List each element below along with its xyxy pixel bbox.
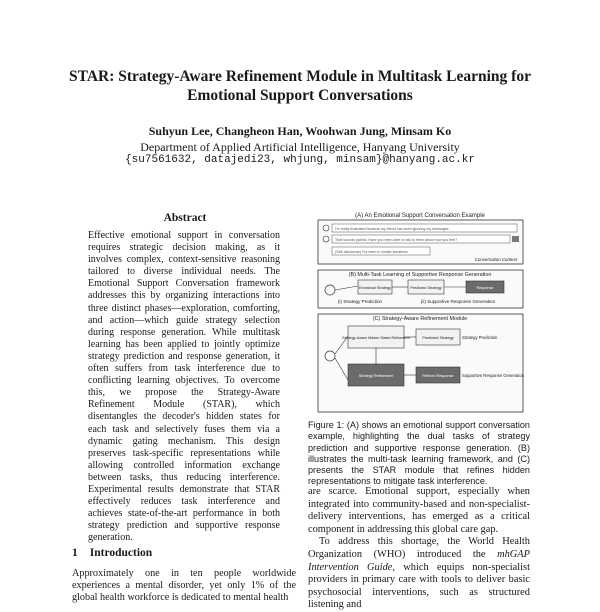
panel-a — [318, 213, 523, 264]
figure-caption: Figure 1: (A) shows an emotional support conversation example, highlighting the dual tasks of strategy prediction and supportive response generation. (B) illustrates the multi-task learning framework, and (C) presents the STAR module that refines hidden representations to mitigate task interference. — [308, 420, 530, 487]
paper-title — [40, 67, 560, 105]
title-line-2: Emotional Support Conversations — [187, 87, 413, 104]
panel-c-box3-text: Strategy Refinement — [358, 374, 394, 378]
affiliation: Department of Applied Artificial Intelligence, Hanyang University — [140, 140, 460, 154]
para2-text: To address this shortage, the World Health Organization (WHO) introduced the — [308, 536, 530, 560]
panel-b-box1-text: Emotional Strategy — [358, 286, 392, 290]
mhgap-guide-title: mhGAP Intervention Guide — [308, 548, 530, 573]
panel-b — [318, 270, 523, 308]
panel-c-box1-text: Strategy-Aware Hidden States Refinement — [342, 336, 410, 340]
figure-1 — [308, 208, 530, 418]
abstract-heading: Abstract — [163, 212, 207, 224]
para2-text-end: , which equips non-specialist providers in primary care with tools to deliver basic psychosocial interventions, such as structured listening and — [308, 561, 530, 611]
introduction-text: Approximately one in ten people worldwide experiences a mental disorder, yet only 1% of the global health workforce is dedicated to mental health — [72, 568, 296, 604]
robot-icon — [512, 236, 519, 242]
dialogue-turn-text: I'm really frustrated because my friend has been ignoring my messages — [335, 227, 449, 231]
right-paragraph-1: are scarce. Emotional support, especially when integrated into community-based and non-specialist-delivery interventions, has emerged as a critical component in addressing this global care gap. — [308, 486, 530, 535]
panel-c-title: (C) Strategy-Aware Refinement Module — [372, 316, 468, 322]
panel-b-title: (B) Multi-Task Learning of Supportive Response Generation — [348, 272, 492, 278]
panel-b-label1: (i) Strategy Prediction — [337, 299, 383, 304]
panel-c-box2-text: Predicted Strategy — [422, 336, 454, 340]
right-paragraph-2 — [308, 536, 530, 612]
panel-b-box3-text: Response — [476, 286, 494, 290]
abstract-body — [88, 230, 280, 544]
panel-a-footer: Conversation Context — [474, 257, 517, 262]
panel-b-label2: (ii) Supportive Response Generation — [420, 299, 496, 304]
section-heading-introduction — [72, 547, 164, 559]
section-title: Introduction — [89, 547, 153, 559]
panel-c-box4-text: Refined Response — [422, 374, 454, 378]
panel-a-title: (A) An Emotional Support Conversation Example — [355, 213, 485, 219]
dialogue-turn-text: That sounds painful. Have you been able to talk to them about how you feel? — [335, 238, 458, 242]
dialogue-turn-text: (Self-disclosure) I've been in similar situations — [335, 250, 408, 254]
author-emails: {su7561632, datajedi23, whjung, minsam}@hanyang.ac.kr — [125, 154, 475, 166]
panel-b-box2-text: Predicted Strategy — [410, 286, 442, 290]
figure-diagram — [308, 208, 530, 418]
author-list: Suhyun Lee, Changheon Han, Woohwan Jung, Minsam Ko — [148, 124, 452, 138]
panel-c — [318, 314, 525, 412]
panel-c-label1: Strategy Prediction — [462, 335, 498, 340]
abstract-text: Effective emotional support in conversation requires strategic decision making, as it involves complex, context-sensitive reasoning tailored to diverse individual needs. The Emotional Support Conversation framework addresses this by organizing interactions into three distinct phases—exploration, comforting, and action—which guide strategy selection during response generation. While multitask learning has been applied to jointly optimize strategy prediction and response generation, it often suffers from task interference due to conflicting learning objectives. To overcome this, we propose the Strategy-Aware Refinement Module (STAR), which disentangles the decoder's hidden states for each task and selectively fuses them via a dynamic gating mechanism. This design preserves task-specific representations while allowing controlled information exchange between tasks, thus reducing interference. Experimental results demonstrate that STAR effectively reduces task interference and achieves state-of-the-art performance in both strategy prediction and supportive response generation. — [88, 230, 280, 544]
right-column-text — [308, 486, 530, 612]
panel-c-label2: Supportive Response Generation — [462, 373, 524, 378]
title-line-1: STAR: Strategy-Aware Refinement Module in Multitask Learning for — [69, 68, 531, 85]
section-number: 1 — [72, 547, 78, 559]
